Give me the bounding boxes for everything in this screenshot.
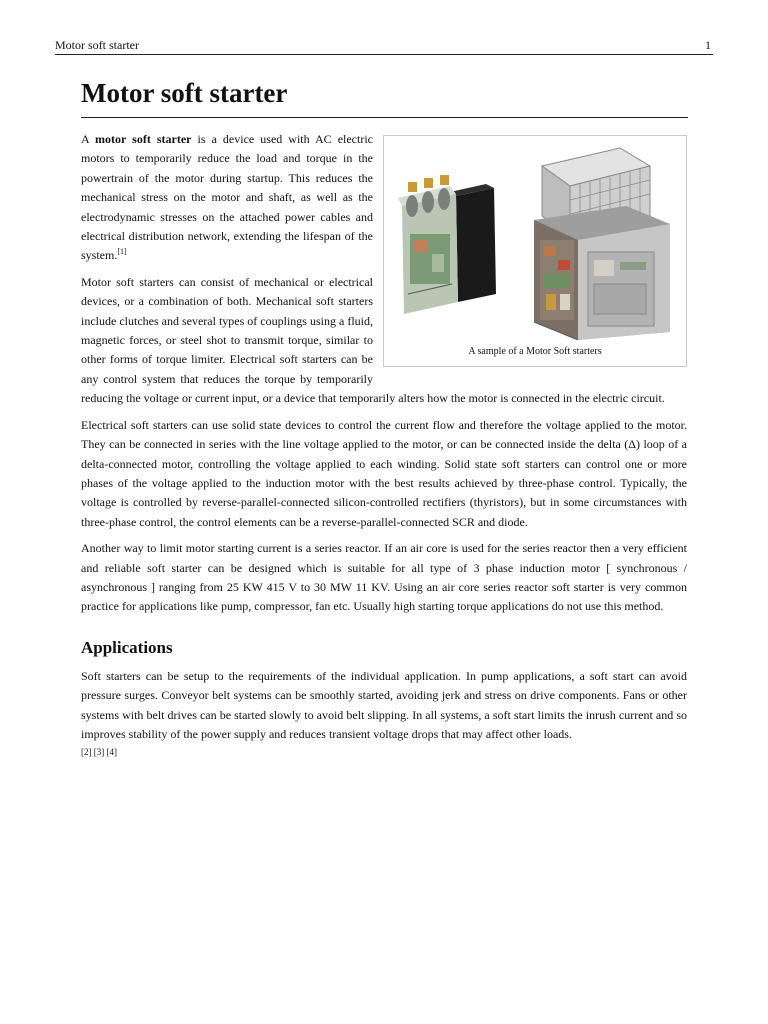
page-title: Motor soft starter — [81, 76, 688, 118]
term-motor-soft-starter: motor soft starter — [95, 132, 192, 146]
section-heading-applications: Applications — [81, 637, 173, 657]
citations-applications[interactable]: [2] [3] [4] — [81, 747, 117, 758]
paragraph-electrical: Electrical soft starters can use solid state devices to control the current flow and therefore the voltage applied to the motor. They can be connected in series with the line voltage applied to the motor, or can be connected inside the delta (Δ) loop of a delta-connected motor, controlling the voltage applied to each winding. Solid state soft starters can control one or more phases of the voltage applied to the induction motor with the best results achieved by three-phase control. Typically, the voltage is controlled by reverse-parallel-connected silicon-controlled rectifiers (thyristors), but in some circumstances with three-phase control, the control elements can be a reverse-parallel-connected SCR and diode. — [81, 417, 687, 529]
figure — [383, 135, 687, 367]
figure-caption: A sample of a Motor Soft starters — [468, 346, 602, 357]
running-header-title: Motor soft starter — [55, 38, 139, 52]
paragraph-series-reactor: Another way to limit motor starting current is a series reactor. If an air core is used for the series reactor then a very efficient and reliable soft starter can be designed which is suitable for all type of 3 phase induction motor [ synchronous / asynchronous ] ranging from 25 KW 415 V to 30 MW 11 KV. Using an air core series reactor soft starter is very common practice for applications like pump, compressor, fan etc. Usually high starting torque applications do not use this method. — [81, 541, 687, 614]
citation-1[interactable]: [1] — [117, 247, 127, 257]
intro-lead: A — [81, 132, 96, 146]
page-number: 1 — [705, 38, 711, 52]
paragraph-types: Motor soft starters can consist of mechanical or electrical devices, or a combination of both. Mechanical soft starters include clutches and several types of couplings using a fluid, magnetic forces, or steel shot to transmit torque, similar to other forms of torque limiter. Electrical soft starters can be any control system that reduces the torque by temporarily reducing the voltage or current input, or a device that temporarily alters how the motor is connected in the electric circuit. — [81, 274, 665, 406]
intro-text: is a device used with AC electric motors to temporarily reduce the load and torque in the powertrain of the motor during startup. This reduces the mechanical stress on the motor and shaft, as well as the electrodynamic stresses on the attached power cables and electrical distribution network, extending the lifespan of the system. — [81, 132, 373, 263]
article-body — [81, 130, 687, 758]
soft-starter-image — [394, 144, 676, 340]
paragraph-applications: Soft starters can be setup to the requirements of the individual application. In pump applications, a soft start can avoid pressure surges. Conveyor belt systems can be smoothly started, avoiding jerk and stress on drive components. Fans or other systems with belt drives can be started slowly to avoid belt slipping. In all systems, a soft start limits the inrush current and so improves stability of the power supply and reduces transient voltage drops that may affect other loads. — [81, 668, 687, 741]
running-header — [55, 36, 713, 55]
